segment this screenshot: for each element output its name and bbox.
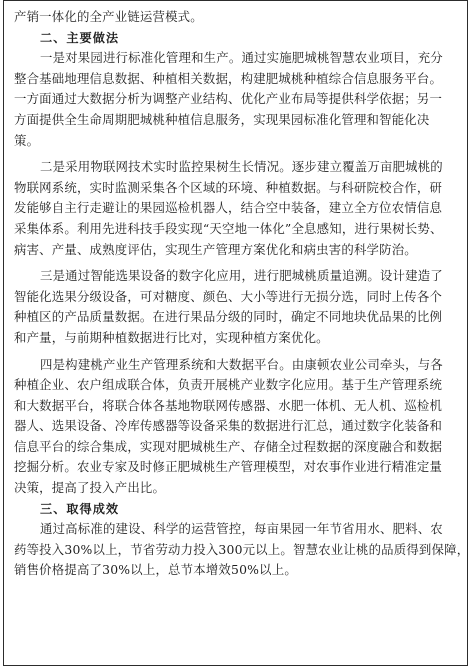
document-frame bbox=[3, 0, 468, 666]
document-body bbox=[14, 7, 470, 581]
paragraph-line: 策。 bbox=[14, 132, 40, 148]
section-heading: 三、取得成效 bbox=[40, 501, 120, 516]
paragraph-line: 发能够自主行走避让的果园巡检机器人，结合空中装备，建立全方位农情信息 bbox=[14, 200, 443, 216]
section-heading: 二、主要做法 bbox=[40, 30, 120, 45]
paragraph-line: 一方面通过大数据分析为调整产业结构、优化产业布局等提供科学依据；另一 bbox=[14, 91, 443, 107]
paragraph-line: 四是构建桃产业生产管理系统和大数据平台。由康顿农业公司牵头，与各 bbox=[40, 356, 443, 372]
paragraph-line: 和产量，与前期种植数据进行比对，实现种植方案优化。 bbox=[14, 329, 329, 345]
paragraph-line: 三是通过智能选果设备的数字化应用，进行肥城桃质量追溯。设计建造了 bbox=[40, 268, 443, 284]
paragraph-line: 种植区的产品质量数据。在进行果品分级的同时，确定不同地块优品果的比例 bbox=[14, 309, 443, 325]
paragraph-line: 信息平台的综合集成，实现对肥城桃生产、存储全过程数据的深度融合和数据 bbox=[14, 438, 443, 454]
paragraph-line: 决策，提高了投入产出比。 bbox=[14, 480, 166, 496]
paragraph-line: 和大数据平台，将联合体各基地物联网传感器、水肥一体机、无人机、巡检机 bbox=[14, 397, 443, 413]
paragraph-line: 智能化选果分级设备，可对糖度、颜色、大小等进行无损分选，同时上传各个 bbox=[14, 288, 443, 304]
paragraph-line: 方面提供全生命周期肥城桃种植信息服务，实现果园标准化管理和智能化决 bbox=[14, 111, 430, 127]
paragraph-line: 二是采用物联网技术实时监控果树生长情况。逐步建立覆盖万亩肥城桃的 bbox=[40, 159, 443, 175]
paragraph-line: 销售价格提高了30%以上，总节本增效50%以上。 bbox=[14, 562, 297, 578]
paragraph-line: 挖掘分析。农业专家及时修正肥城桃生产管理模型，对农事作业进行精准定量 bbox=[14, 459, 443, 475]
paragraph-line: 整合基础地理信息数据、种植相关数据，构建肥城桃种植综合信息服务平台。 bbox=[14, 70, 443, 86]
paragraph-line: 物联网系统，实时监测采集各个区域的环境、种植数据。与科研院校合作，研 bbox=[14, 179, 443, 195]
paragraph-line: 种植企业、农户组成联合体，负责开展桃产业数字化应用。基于生产管理系统 bbox=[14, 377, 443, 393]
text-line: 产销一体化的全产业链运营模式。 bbox=[14, 9, 203, 24]
paragraph-line: 器人、选果设备、冷库传感器等设备采集的数据进行汇总，通过数字化装备和 bbox=[14, 418, 443, 434]
paragraph-line: 通过高标准的建设、科学的运营管控，每亩果园一年节省用水、肥料、农 bbox=[40, 521, 443, 537]
paragraph-line: 药等投入30%以上，节省劳动力投入300元以上。智慧农业让桃的品质得到保障， bbox=[14, 541, 470, 557]
paragraph-line: 病害、产量、成熟度评估，实现生产管理方案优化和病虫害的科学防治。 bbox=[14, 241, 417, 257]
paragraph-line: 一是对果园进行标准化管理和生产。通过实施肥城桃智慧农业项目，充分 bbox=[40, 50, 443, 66]
paragraph-line: 采集体系。利用先进科技手段实现“天空地一体化”全息感知，进行果树长势、 bbox=[14, 220, 443, 236]
